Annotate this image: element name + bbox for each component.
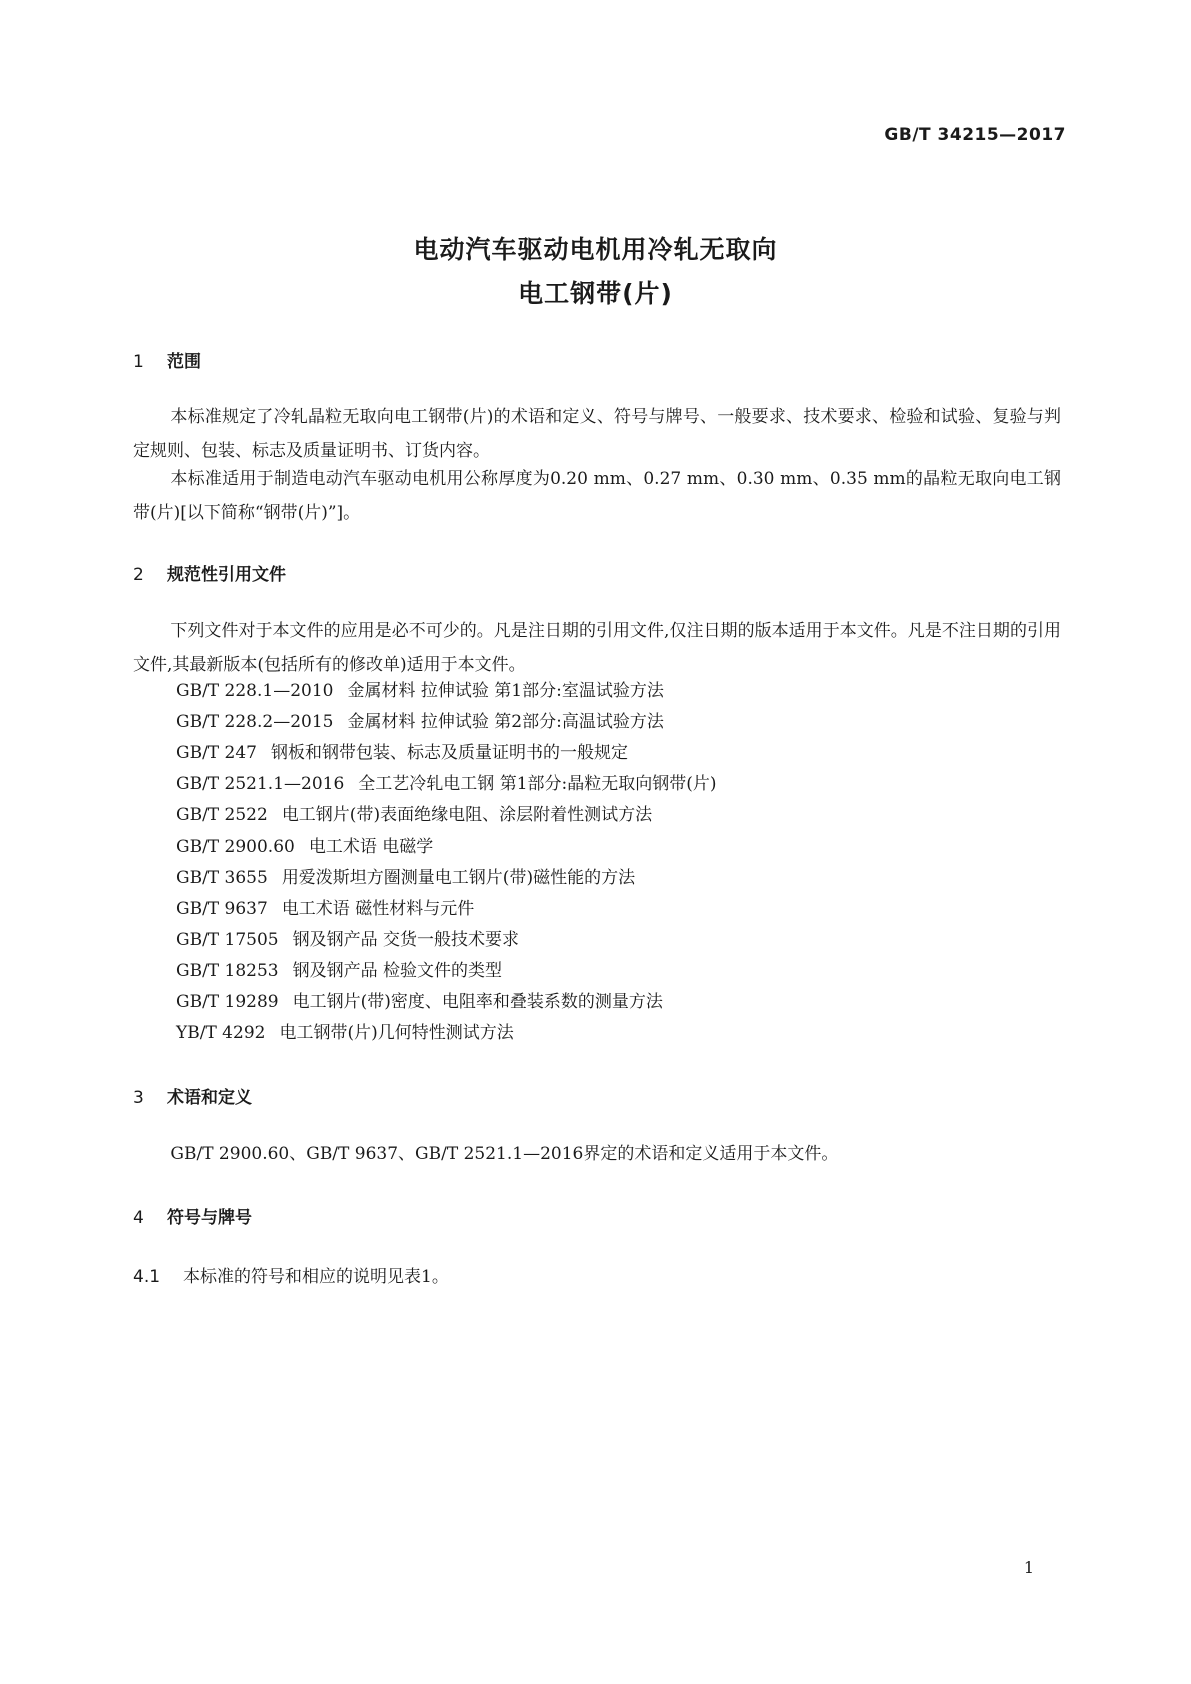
reference-code: GB/T 3655 <box>176 868 268 888</box>
reference-item <box>176 929 519 951</box>
reference-title: 钢及钢产品 交货一般技术要求 <box>292 930 520 950</box>
reference-item <box>176 898 474 920</box>
section-heading-symbols <box>133 1203 252 1228</box>
scope-paragraph-2: 本标准适用于制造电动汽车驱动电机用公称厚度为0.20 mm、0.27 mm、0.30 mm、0.35 mm的晶粒无取向电工钢带(片)[以下简称“钢带(片)”]。 <box>133 469 1061 523</box>
reference-title: 电工钢带(片)几何特性测试方法 <box>279 1023 514 1043</box>
reference-title: 用爱泼斯坦方圈测量电工钢片(带)磁性能的方法 <box>281 868 636 888</box>
reference-code: GB/T 247 <box>176 743 257 763</box>
clause-4-1 <box>133 1262 449 1287</box>
reference-code: GB/T 228.2—2015 <box>176 712 334 732</box>
section-title: 术语和定义 <box>167 1088 252 1108</box>
reference-code: GB/T 2521.1—2016 <box>176 774 345 794</box>
reference-item <box>176 773 717 795</box>
clause-number: 4.1 <box>133 1267 161 1287</box>
reference-code: GB/T 19289 <box>176 992 279 1012</box>
reference-item <box>176 991 663 1013</box>
reference-title: 电工钢片(带)密度、电阻率和叠装系数的测量方法 <box>292 992 663 1012</box>
reference-item <box>176 960 502 982</box>
reference-title: 金属材料 拉伸试验 第1部分:室温试验方法 <box>347 681 664 701</box>
reference-title: 钢板和钢带包装、标志及质量证明书的一般规定 <box>271 743 628 763</box>
normative-references-intro: 下列文件对于本文件的应用是必不可少的。凡是注日期的引用文件,仅注日期的版本适用于本文件。凡是不注日期的引用文件,其最新版本(包括所有的修改单)适用于本文件。 <box>133 621 1061 675</box>
document-title-line-1: 电动汽车驱动电机用冷轧无取向 <box>413 235 778 264</box>
reference-code: GB/T 2900.60 <box>176 837 295 857</box>
scope-paragraph-1: 本标准规定了冷轧晶粒无取向电工钢带(片)的术语和定义、符号与牌号、一般要求、技术要求、检验和试验、复验与判定规则、包装、标志及质量证明书、订货内容。 <box>133 407 1061 461</box>
clause-text: 本标准的符号和相应的说明见表1。 <box>183 1267 449 1287</box>
reference-title: 金属材料 拉伸试验 第2部分:高温试验方法 <box>347 712 664 732</box>
reference-item <box>176 867 635 889</box>
reference-code: GB/T 2522 <box>176 805 268 825</box>
section-heading-terms <box>133 1083 252 1108</box>
section-title: 规范性引用文件 <box>167 565 286 585</box>
reference-code: GB/T 228.1—2010 <box>176 681 334 701</box>
reference-code: GB/T 17505 <box>176 930 279 950</box>
reference-title: 钢及钢产品 检验文件的类型 <box>292 961 503 981</box>
section-title: 符号与牌号 <box>167 1208 252 1228</box>
reference-title: 全工艺冷轧电工钢 第1部分:晶粒无取向钢带(片) <box>358 774 717 794</box>
reference-title: 电工术语 磁性材料与元件 <box>281 899 475 919</box>
section-heading-normative-references <box>133 560 286 585</box>
reference-item <box>176 1022 514 1044</box>
reference-item <box>176 680 664 702</box>
reference-item <box>176 836 433 858</box>
terms-paragraph: GB/T 2900.60、GB/T 9637、GB/T 2521.1—2016界定的术语和定义适用于本文件。 <box>170 1144 839 1164</box>
reference-item <box>176 742 628 764</box>
reference-item <box>176 804 652 826</box>
section-number: 2 <box>133 565 144 585</box>
reference-title: 电工术语 电磁学 <box>308 837 434 857</box>
reference-title: 电工钢片(带)表面绝缘电阻、涂层附着性测试方法 <box>281 805 653 825</box>
section-number: 3 <box>133 1088 144 1108</box>
section-number: 4 <box>133 1208 144 1228</box>
section-number: 1 <box>133 352 144 372</box>
reference-code: YB/T 4292 <box>176 1023 266 1043</box>
section-heading-scope <box>133 347 201 372</box>
standard-number: GB/T 34215—2017 <box>884 125 1066 145</box>
reference-code: GB/T 18253 <box>176 961 279 981</box>
document-title-line-2: 电工钢带(片) <box>518 279 673 308</box>
page-number: 1 <box>1023 1558 1034 1577</box>
section-title: 范围 <box>167 352 201 372</box>
reference-code: GB/T 9637 <box>176 899 268 919</box>
reference-item <box>176 711 664 733</box>
